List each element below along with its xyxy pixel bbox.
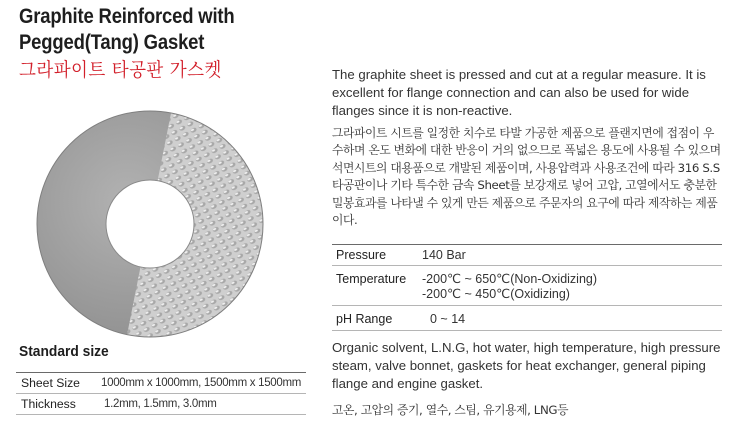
spec-label: Temperature — [336, 272, 407, 286]
spec-value: -200℃ ~ 450℃(Oxidizing) — [422, 287, 570, 301]
product-title-line1: Graphite Reinforced with — [19, 5, 235, 28]
spec-table — [332, 244, 722, 331]
description-korean: 그라파이트 시트를 일정한 치수로 타발 가공한 제품으로 플랜지면에 접점이 우수하며 온도 변화에 대한 반응이 거의 없으므로 폭넓은 용도에 사용될 수 있으며 석면시트의 대용품으로 개발된 제품이며, 사용압력과 사용조건에 따라 316 S.S 타공판이나 기타 특수한 금속 Sheet를 보강재로 넣어 고압, 고열에서도 충분한 밀봉효과를 나타낼 수 있게 만든 제품으로 주문자의 요구에 따라 제작하는 제품이다. — [332, 126, 721, 228]
spec-value: 140 Bar — [422, 248, 466, 262]
spec-value: -200℃ ~ 650℃(Non-Oxidizing) — [422, 272, 598, 286]
standard-size-title: Standard size — [19, 343, 109, 360]
gasket-image — [34, 108, 266, 340]
usage-english: Organic solvent, L.N.G, hot water, high temperature, high pressure steam, valve bonnet, gaskets for heat exchanger, general piping flange and engine gasket. — [332, 340, 721, 391]
size-value: 1.2mm, 1.5mm, 3.0mm — [104, 398, 217, 410]
usage-korean: 고온, 고압의 증기, 열수, 스팀, 유기용제, LNG등 — [332, 403, 569, 417]
spec-row-ph — [332, 306, 722, 331]
table-row — [16, 394, 306, 415]
spec-value: 0 ~ 14 — [430, 312, 466, 326]
spec-label: pH Range — [336, 312, 393, 326]
size-label: Thickness — [21, 397, 76, 411]
size-label: Sheet Size — [21, 376, 80, 390]
spec-row-temperature — [332, 266, 722, 306]
standard-size-table — [16, 372, 306, 415]
table-row — [16, 373, 306, 394]
product-title-korean: 그라파이트 타공판 가스켓 — [19, 59, 222, 81]
product-title-line2: Pegged(Tang) Gasket — [19, 31, 205, 54]
size-value: 1000mm x 1000mm, 1500mm x 1500mm — [101, 377, 302, 389]
spec-row-pressure — [332, 245, 722, 266]
description-english: The graphite sheet is pressed and cut at a regular measure. It is excellent for flange connection and can also be used for wide flanges since it is non-reactive. — [332, 67, 706, 118]
product-title — [19, 4, 283, 56]
spec-label: Pressure — [336, 248, 387, 262]
